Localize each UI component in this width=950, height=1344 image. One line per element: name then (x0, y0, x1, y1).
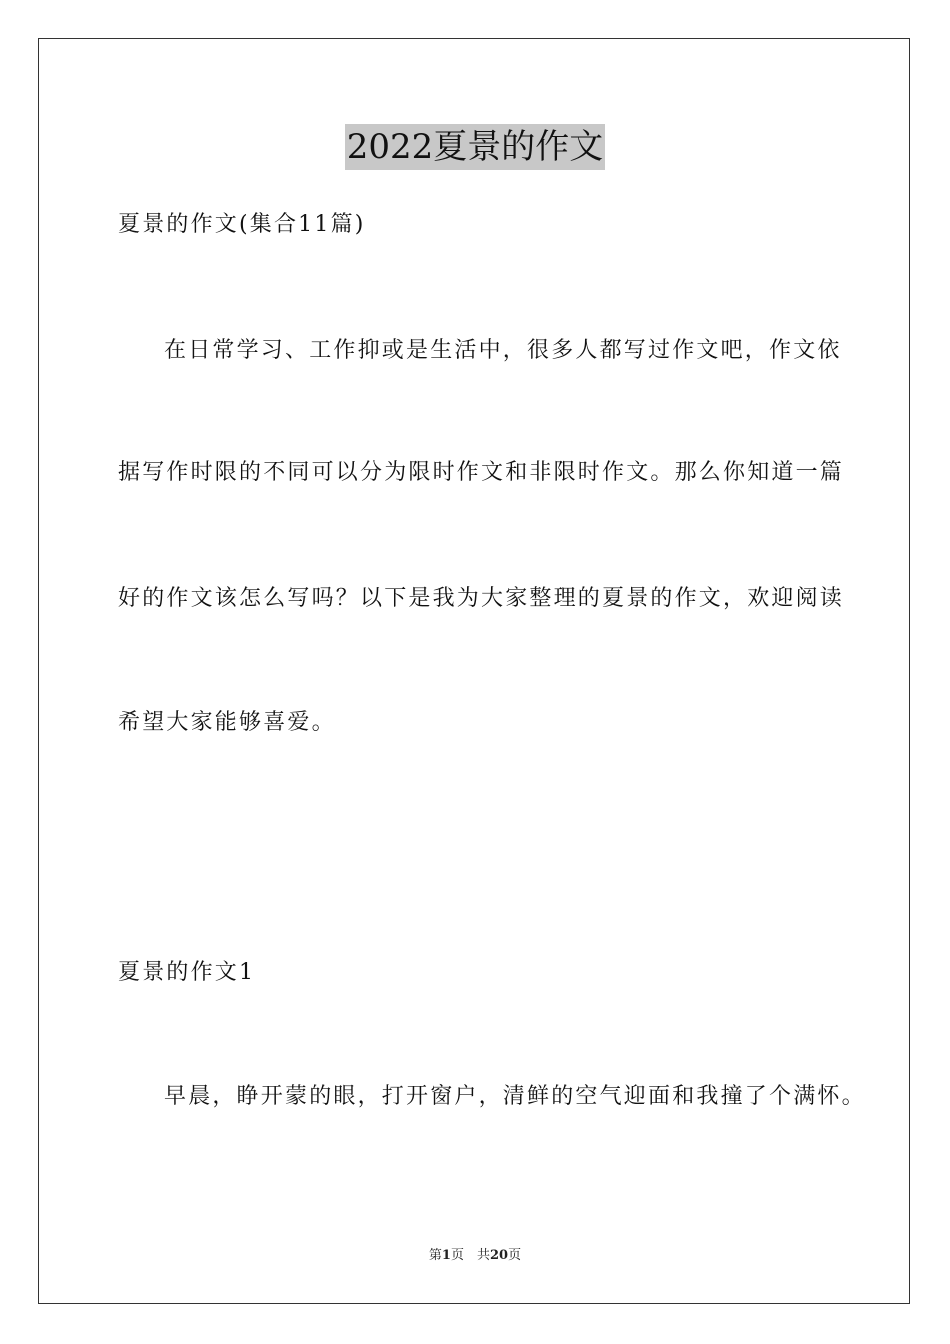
intro-paragraph-line-1: 在日常学习、工作抑或是生活中，很多人都写过作文吧，作文依 (164, 338, 842, 363)
section-heading: 夏景的作文1 (118, 960, 256, 985)
intro-paragraph-line-4: 希望大家能够喜爱。 (118, 710, 336, 735)
document-title: 2022夏景的作文 (345, 124, 606, 170)
title-container (0, 124, 950, 170)
intro-paragraph-line-2: 据写作时限的不同可以分为限时作文和非限时作文。那么你知道一篇 (118, 460, 845, 485)
document-subtitle: 夏景的作文(集合11篇) (118, 212, 366, 237)
intro-paragraph-line-3: 好的作文该怎么写吗？以下是我为大家整理的夏景的作文，欢迎阅读 (118, 586, 845, 611)
section-paragraph-line-1: 早晨，睁开蒙的眼，打开窗户，清鲜的空气迎面和我撞了个满怀。 (164, 1084, 866, 1109)
footer-page-suffix: 页 (508, 1248, 522, 1263)
footer-page-mid: 页 共 (450, 1248, 490, 1263)
footer-total-pages: 20 (489, 1248, 509, 1263)
footer-page-prefix: 第 (428, 1248, 442, 1263)
footer-current-page: 1 (441, 1248, 451, 1263)
page-footer (0, 1247, 950, 1265)
